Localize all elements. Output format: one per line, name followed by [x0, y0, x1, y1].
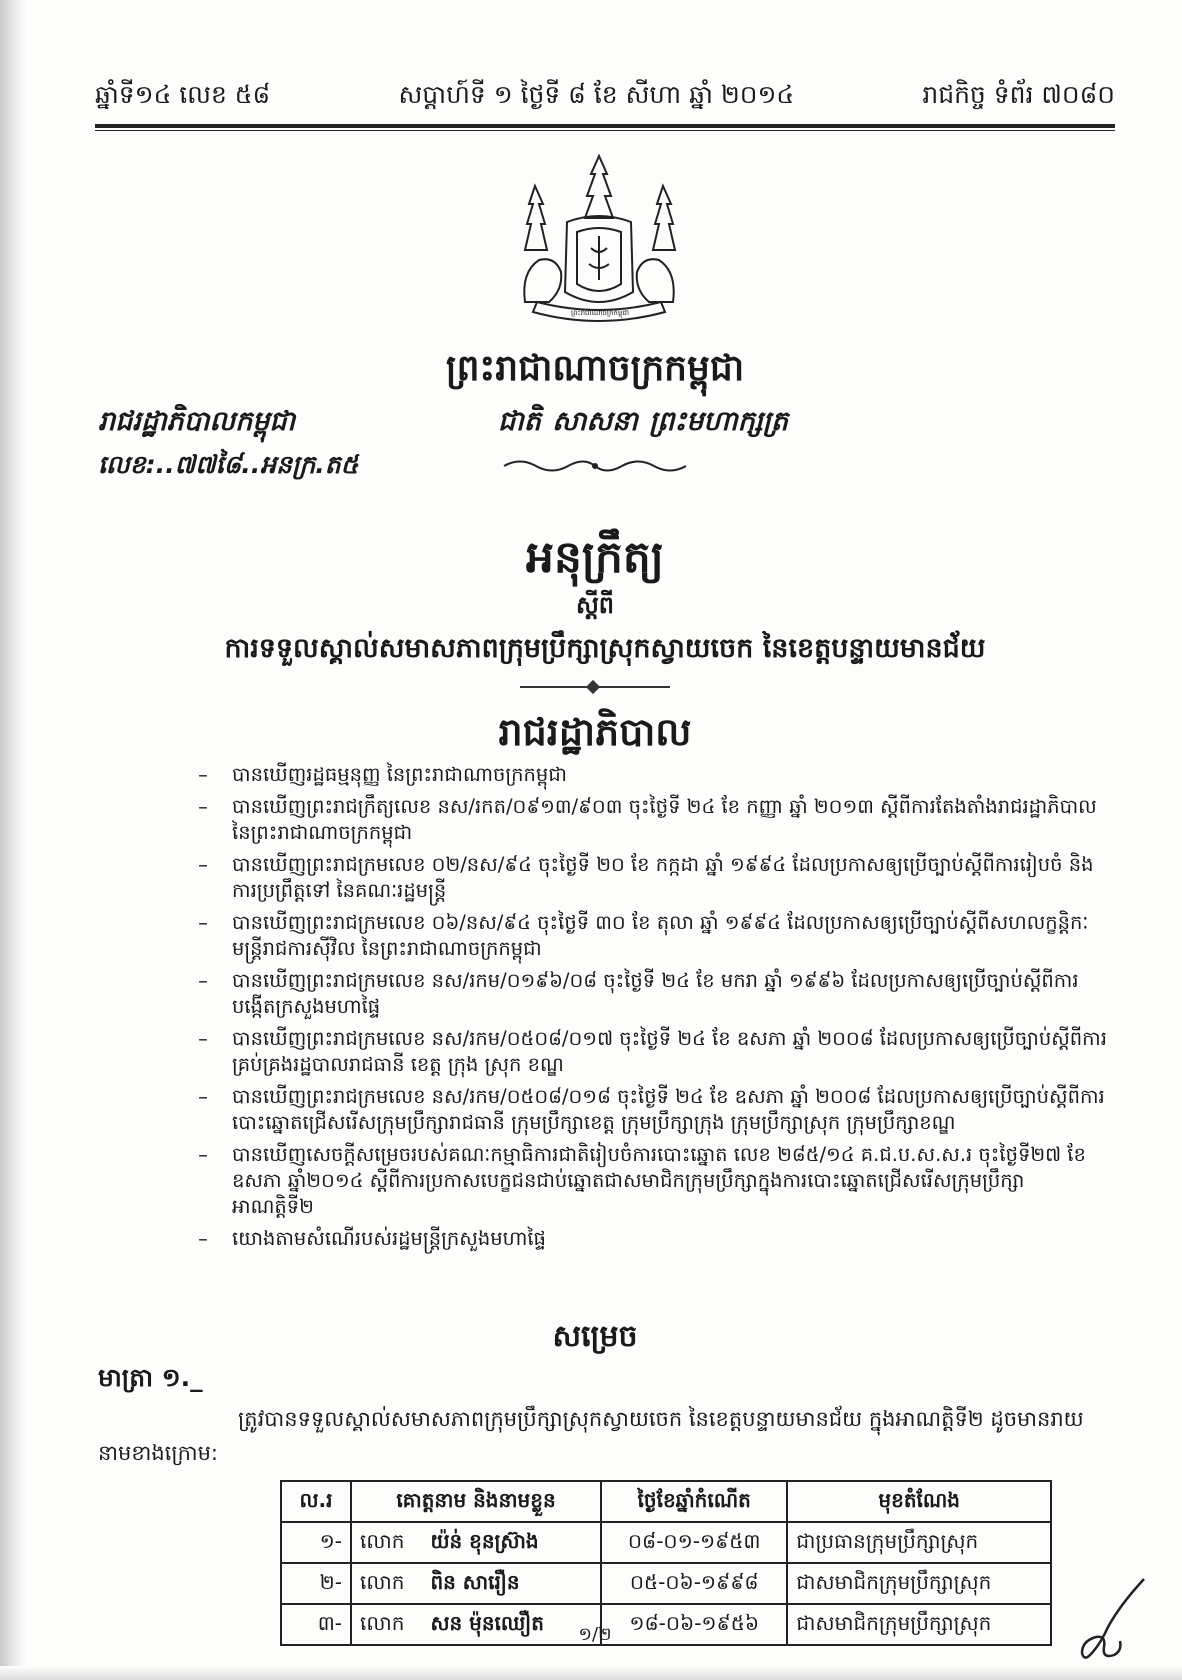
- gazette-page-ref: រាជកិច្ច ទំព័រ ៧០៨០: [922, 80, 1115, 109]
- member-title: លោក: [360, 1610, 405, 1635]
- about-label: ស្តីពី: [575, 591, 615, 619]
- kingdom-title: ព្រះរាជាណាចក្រកម្ពុជា: [445, 348, 745, 389]
- preliminary-list: [188, 762, 1108, 1258]
- list-item-text: បានឃើញព្រះរាជក្រមលេខ នស/រកម/០៥០៨/០១៧ ចុះថ្ងៃទី ២៤ ខែ ឧសភា ឆ្នាំ ២០០៨ ដែលប្រកាសឲ្យប្រើច្បាប់ស្តីពីការគ្រប់គ្រងរដ្ឋបាលរាជធានី ខេត្ត ក្រុង ស្រុក ខណ្ឌ: [232, 1027, 1107, 1076]
- member-position: ជាប្រធានក្រុមប្រឹក្សាស្រុក: [787, 1522, 1051, 1563]
- list-item: – យោងតាមសំណើរបស់រដ្ឋមន្ត្រីក្រសួងមហាផ្ទៃ: [198, 1227, 546, 1250]
- motto-religion: សាសនា: [552, 406, 638, 437]
- list-item-text: បានឃើញព្រះរាជក្រឹត្យលេខ នស/រកត/០៩១៣/៩០៣ ចុះថ្ងៃទី ២៤ ខែ កញ្ញា ឆ្នាំ ២០១៣ ស្តីពីការតែងតាំងរាជរដ្ឋាភិបាល នៃព្រះរាជាណាចក្រកម្ពុជា: [232, 795, 1097, 844]
- gazette-volume-issue: ឆ្នាំទី១៤ លេខ ៥៨: [95, 80, 271, 109]
- list-item: – បានឃើញព្រះរាជក្រមលេខ នស/រកម/០៥០៨/០១៧ ចុះថ្ងៃទី ២៤ ខែ ឧសភា ឆ្នាំ ២០០៨ ដែលប្រកាសឲ្យប្រើច្បាប់ស្តីពីការគ្រប់គ្រងរដ្ឋបាលរាជធានី ខេត្ត ក្រុង ស្រុក ខណ្ឌ: [198, 1027, 1107, 1076]
- column-header-dob: ថ្ងៃខែឆ្នាំកំណើត: [601, 1481, 787, 1522]
- document-subject: ការទទួលស្គាល់សមាសភាពក្រុមប្រឹក្សាស្រុកស្វាយចេក នៃខេត្តបន្ទាយមានជ័យ: [224, 633, 986, 664]
- header-rule: [95, 124, 1115, 131]
- gazette-date: សប្តាហ៍ទី ១ ថ្ងៃទី ៨ ខែ សីហា ឆ្នាំ ២០១៤: [398, 80, 795, 109]
- list-item-text: បានឃើញសេចក្តីសម្រេចរបស់គណៈកម្មាធិការជាតិរៀបចំការបោះឆ្នោត លេខ ២៨៥/១៤ គ.ជ.ប.ស.ស.រ ចុះថ្ងៃទី២៧ ខែឧសភា ឆ្នាំ២០១៤ ស្តីពីការប្រកាសបេក្ខជនជាប់ឆ្នោតជាសមាជិកក្រុមប្រឹក្សាក្នុងការបោះឆ្នោតជ្រើសរើសក្រុមប្រឹក្សា អាណត្តិទី២: [232, 1143, 1086, 1218]
- article-heading: មាត្រា ១._: [98, 1363, 203, 1392]
- member-position: ជាសមាជិកក្រុមប្រឹក្សាស្រុក: [787, 1563, 1051, 1604]
- table-header-row: [281, 1481, 1051, 1522]
- signature-mark-icon: [1070, 1575, 1150, 1665]
- member-title: លោក: [360, 1528, 405, 1553]
- member-dob: ០៥-០៦-១៩៩៨: [601, 1563, 787, 1604]
- decision-heading: សម្រេច: [552, 1319, 638, 1354]
- list-item: – បានឃើញព្រះរាជក្រមលេខ ០២/នស/៩៤ ចុះថ្ងៃទី ២០ ខែ កក្កដា ឆ្នាំ ១៩៩៤ ដែលប្រកាសឲ្យប្រើច្បាប់ស្តីពីការរៀបចំ និងការប្រព្រឹត្តទៅ នៃគណៈរដ្ឋមន្ត្រី: [198, 853, 1094, 902]
- list-item: – បានឃើញព្រះរាជក្រមលេខ នស/រកម/០៥០៨/០១៨ ចុះថ្ងៃទី ២៤ ខែ ឧសភា ឆ្នាំ ២០០៨ ដែលប្រកាសឲ្យប្រើច្បាប់ស្តីពីការបោះឆ្នោតជ្រើសរើសក្រុមប្រឹក្សារាជធានី ក្រុមប្រឹក្សាខេត្ត ក្រុមប្រឹក្សាក្រុង ក្រុមប្រឹក្សាស្រុក ក្រុមប្រឹក្សាខណ្ឌ: [198, 1085, 1105, 1134]
- table-row: [281, 1522, 1051, 1563]
- member-dob: ១៨-០៦-១៩៥៦: [601, 1604, 787, 1645]
- scan-shadow-bottom: [0, 1666, 1182, 1680]
- row-number: ២-: [281, 1563, 351, 1604]
- list-item: – បានឃើញសេចក្តីសម្រេចរបស់គណៈកម្មាធិការជាតិរៀបចំការបោះឆ្នោត លេខ ២៨៥/១៤ គ.ជ.ប.ស.ស.រ ចុះថ្ងៃទី២៧ ខែឧសភា ឆ្នាំ២០១៤ ស្តីពីការប្រកាសបេក្ខជនជាប់ឆ្នោតជាសមាជិកក្រុមប្រឹក្សាក្នុងការបោះឆ្នោតជ្រើសរើសក្រុមប្រឹក្សា អាណត្តិទី២: [198, 1143, 1086, 1218]
- column-header-name: គោត្តនាម និងនាមខ្លួន: [351, 1481, 601, 1522]
- member-title: លោក: [360, 1569, 405, 1594]
- member-name: សន ម៉ុនឈឿត: [430, 1610, 544, 1635]
- member-position: ជាសមាជិកក្រុមប្រឹក្សាស្រុក: [787, 1604, 1051, 1645]
- document-type: អនុក្រឹត្យ: [526, 532, 664, 583]
- government-name: រាជរដ្ឋាភិបាលកម្ពុជា: [98, 406, 296, 437]
- motto-nation: ជាតិ: [498, 406, 541, 437]
- table-row: [281, 1604, 1051, 1645]
- article-text: ត្រូវបានទទួលស្គាល់សមាសភាពក្រុមប្រឹក្សាស្រុកស្វាយចេក នៃខេត្តបន្ទាយមានជ័យ ក្នុងអាណត្តិទី២ ដូចមានរាយនាមខាងក្រោម:: [98, 1407, 1084, 1465]
- list-item: – បានឃើញព្រះរាជក្រឹត្យលេខ នស/រកត/០៩១៣/៩០៣ ចុះថ្ងៃទី ២៤ ខែ កញ្ញា ឆ្នាំ ២០១៣ ស្តីពីការតែងតាំងរាជរដ្ឋាភិបាល នៃព្រះរាជាណាចក្រកម្ពុជា: [198, 795, 1097, 844]
- column-header-no: ល.រ: [281, 1481, 351, 1522]
- list-item: – បានឃើញរដ្ឋធម្មនុញ្ញ នៃព្រះរាជាណាចក្រកម្ពុជា: [198, 763, 567, 786]
- row-number: ១-: [281, 1522, 351, 1563]
- column-header-position: មុខតំណែង: [787, 1481, 1051, 1522]
- table-row: [281, 1563, 1051, 1604]
- member-name-cell: [351, 1563, 601, 1604]
- royal-coat-of-arms-icon: [505, 152, 693, 332]
- scan-shadow: [0, 0, 26, 1680]
- page-number: ១/២: [578, 1624, 612, 1645]
- members-table: [280, 1480, 1052, 1646]
- list-item-text: បានឃើញព្រះរាជក្រមលេខ នស/រកម/០៥០៨/០១៨ ចុះថ្ងៃទី ២៤ ខែ ឧសភា ឆ្នាំ ២០០៨ ដែលប្រកាសឲ្យប្រើច្បាប់ស្តីពីការបោះឆ្នោតជ្រើសរើសក្រុមប្រឹក្សារាជធានី ក្រុមប្រឹក្សាខេត្ត ក្រុមប្រឹក្សាក្រុង ក្រុមប្រឹក្សាស្រុក ក្រុមប្រឹក្សាខណ្ឌ: [232, 1085, 1105, 1134]
- list-item: – បានឃើញព្រះរាជក្រមលេខ ០៦/នស/៩៤ ចុះថ្ងៃទី ៣០ ខែ តុលា ឆ្នាំ ១៩៩៤ ដែលប្រកាសឲ្យប្រើច្បាប់ស្តីពីសហលក្ខន្តិកៈមន្ត្រីរាជការស៊ីវិល នៃព្រះរាជាណាចក្រកម្ពុជា: [198, 911, 1089, 960]
- list-item-text: យោងតាមសំណើរបស់រដ្ឋមន្ត្រីក្រសួងមហាផ្ទៃ: [232, 1227, 546, 1250]
- national-motto: [498, 405, 788, 444]
- list-item-text: បានឃើញរដ្ឋធម្មនុញ្ញ នៃព្រះរាជាណាចក្រកម្ពុជា: [232, 763, 567, 786]
- row-number: ៣-: [281, 1604, 351, 1645]
- decorative-flourish-icon: [500, 455, 690, 477]
- list-item-text: បានឃើញព្រះរាជក្រមលេខ នស/រកម/០១៩៦/០៨ ចុះថ្ងៃទី ២៤ ខែ មករា ឆ្នាំ ១៩៩៦ ដែលប្រកាសឲ្យប្រើច្បាប់ស្តីពីការបង្កើតក្រសួងមហាផ្ទៃ: [232, 969, 1079, 1018]
- list-item-text: បានឃើញព្រះរាជក្រមលេខ ០៦/នស/៩៤ ចុះថ្ងៃទី ៣០ ខែ តុលា ឆ្នាំ ១៩៩៤ ដែលប្រកាសឲ្យប្រើច្បាប់ស្តីពីសហលក្ខន្តិកៈមន្ត្រីរាជការស៊ីវិល នៃព្រះរាជាណាចក្រកម្ពុជា: [232, 911, 1089, 960]
- document-number: លេខ:..៧៧៨ៃ..អនក្រ.ត៥: [98, 450, 359, 479]
- motto-king: ព្រះមហាក្សត្រ: [649, 406, 788, 437]
- gazette-header: [95, 78, 1115, 118]
- member-name: យ៉ន់ ខុនស្រ៊ាង: [430, 1528, 539, 1553]
- list-item: – បានឃើញព្រះរាជក្រមលេខ នស/រកម/០១៩៦/០៨ ចុះថ្ងៃទី ២៤ ខែ មករា ឆ្នាំ ១៩៩៦ ដែលប្រកាសឲ្យប្រើច្បាប់ស្តីពីការបង្កើតក្រសួងមហាផ្ទៃ: [198, 969, 1079, 1018]
- subject-divider: [520, 686, 670, 688]
- issuer-heading: រាជរដ្ឋាភិបាល: [498, 710, 692, 754]
- emblem-scroll-text: ព្រះរាជាណាចក្រកម្ពុជា: [570, 309, 629, 317]
- member-name: ពិន សារឿន: [430, 1569, 520, 1594]
- member-dob: ០៨-០១-១៩៥៣: [601, 1522, 787, 1563]
- member-name-cell: [351, 1522, 601, 1563]
- list-item-text: បានឃើញព្រះរាជក្រមលេខ ០២/នស/៩៤ ចុះថ្ងៃទី ២០ ខែ កក្កដា ឆ្នាំ ១៩៩៤ ដែលប្រកាសឲ្យប្រើច្បាប់ស្តីពីការរៀបចំ និងការប្រព្រឹត្តទៅ នៃគណៈរដ្ឋមន្ត្រី: [232, 853, 1094, 902]
